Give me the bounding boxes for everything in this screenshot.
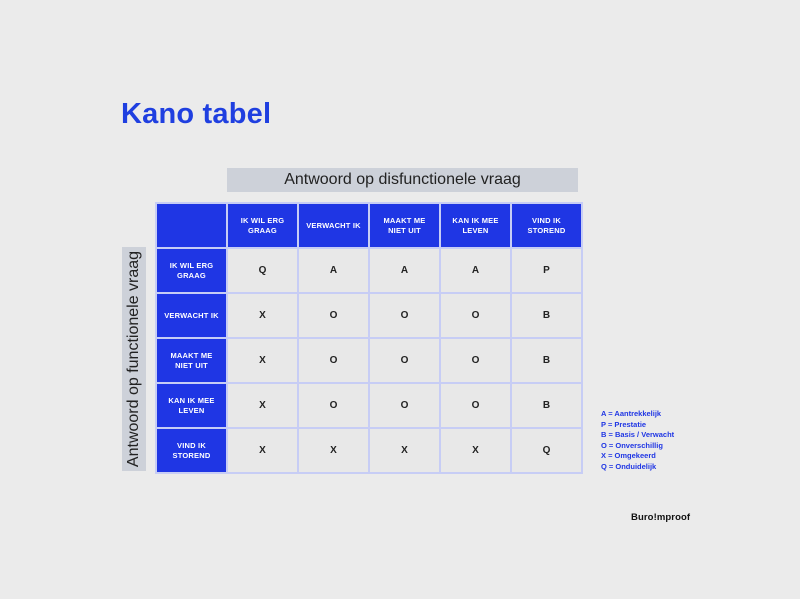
- row-header: [156, 248, 227, 293]
- table-cell: O: [440, 293, 511, 338]
- row-header: [156, 383, 227, 428]
- row-header: [156, 428, 227, 473]
- row-axis-banner: [122, 247, 146, 471]
- table-cell: A: [369, 248, 440, 293]
- column-header: [369, 203, 440, 248]
- column-header-label: IK WIL ERG GRAAG: [240, 215, 285, 235]
- brand-logo: Buro!mproof: [631, 512, 691, 523]
- table-cell: B: [511, 383, 582, 428]
- column-header-label: VIND IK STOREND: [527, 215, 566, 235]
- table-row: [156, 428, 582, 473]
- legend-item: B = Basis / Verwacht: [601, 430, 675, 439]
- legend-item: X = Omgekeerd: [601, 451, 656, 460]
- table-cell: O: [369, 293, 440, 338]
- table-cell: X: [227, 383, 298, 428]
- column-header-label: VERWACHT IK: [306, 220, 361, 230]
- kano-table: [155, 202, 583, 474]
- table-cell: A: [440, 248, 511, 293]
- table-cell: O: [298, 338, 369, 383]
- table-row: [156, 383, 582, 428]
- table-cell: O: [298, 293, 369, 338]
- table-header-row: [156, 203, 582, 248]
- table-cell: X: [227, 338, 298, 383]
- legend-item: O = Onverschillig: [601, 440, 663, 450]
- table-cell: Q: [511, 428, 582, 473]
- table-cell: O: [298, 383, 369, 428]
- table-cell: O: [440, 383, 511, 428]
- table-cell: P: [511, 248, 582, 293]
- table-cell: X: [369, 428, 440, 473]
- legend-item: Q = Onduidelijk: [601, 461, 657, 471]
- row-header: [156, 338, 227, 383]
- row-header: [156, 293, 227, 338]
- legend-item: A = Aantrekkelijk: [601, 409, 662, 418]
- table-cell: A: [298, 248, 369, 293]
- table-cell: B: [511, 338, 582, 383]
- column-header-label: MAAKT ME NIET UIT: [383, 215, 426, 235]
- column-header-label: KAN IK MEE LEVEN: [452, 215, 499, 235]
- table-row: [156, 248, 582, 293]
- table-row: [156, 338, 582, 383]
- column-header: [511, 203, 582, 248]
- column-axis-label: Antwoord op disfunctionele vraag: [227, 168, 578, 192]
- table-cell: X: [440, 428, 511, 473]
- table-cell: O: [369, 383, 440, 428]
- table-cell: B: [511, 293, 582, 338]
- table-cell: Q: [227, 248, 298, 293]
- row-header-label: IK WIL ERG GRAAG: [169, 260, 214, 280]
- table-cell: X: [227, 428, 298, 473]
- table-cell: O: [440, 338, 511, 383]
- column-header: [227, 203, 298, 248]
- table-cell: X: [298, 428, 369, 473]
- corner-cell: [156, 203, 227, 248]
- table-cell: O: [369, 338, 440, 383]
- row-header-label: VERWACHT IK: [164, 310, 219, 320]
- row-axis-label: Antwoord op functionele vraag: [125, 250, 143, 468]
- column-header: [298, 203, 369, 248]
- table-row: [156, 293, 582, 338]
- legend-item: P = Prestatie: [601, 419, 647, 429]
- legend: [601, 409, 674, 472]
- row-header-label: KAN IK MEE LEVEN: [168, 395, 215, 415]
- page-title: Kano tabel: [121, 98, 272, 130]
- row-header-label: MAAKT ME NIET UIT: [170, 350, 213, 370]
- row-header-label: VIND IK STOREND: [172, 440, 211, 460]
- table-cell: X: [227, 293, 298, 338]
- column-header: [440, 203, 511, 248]
